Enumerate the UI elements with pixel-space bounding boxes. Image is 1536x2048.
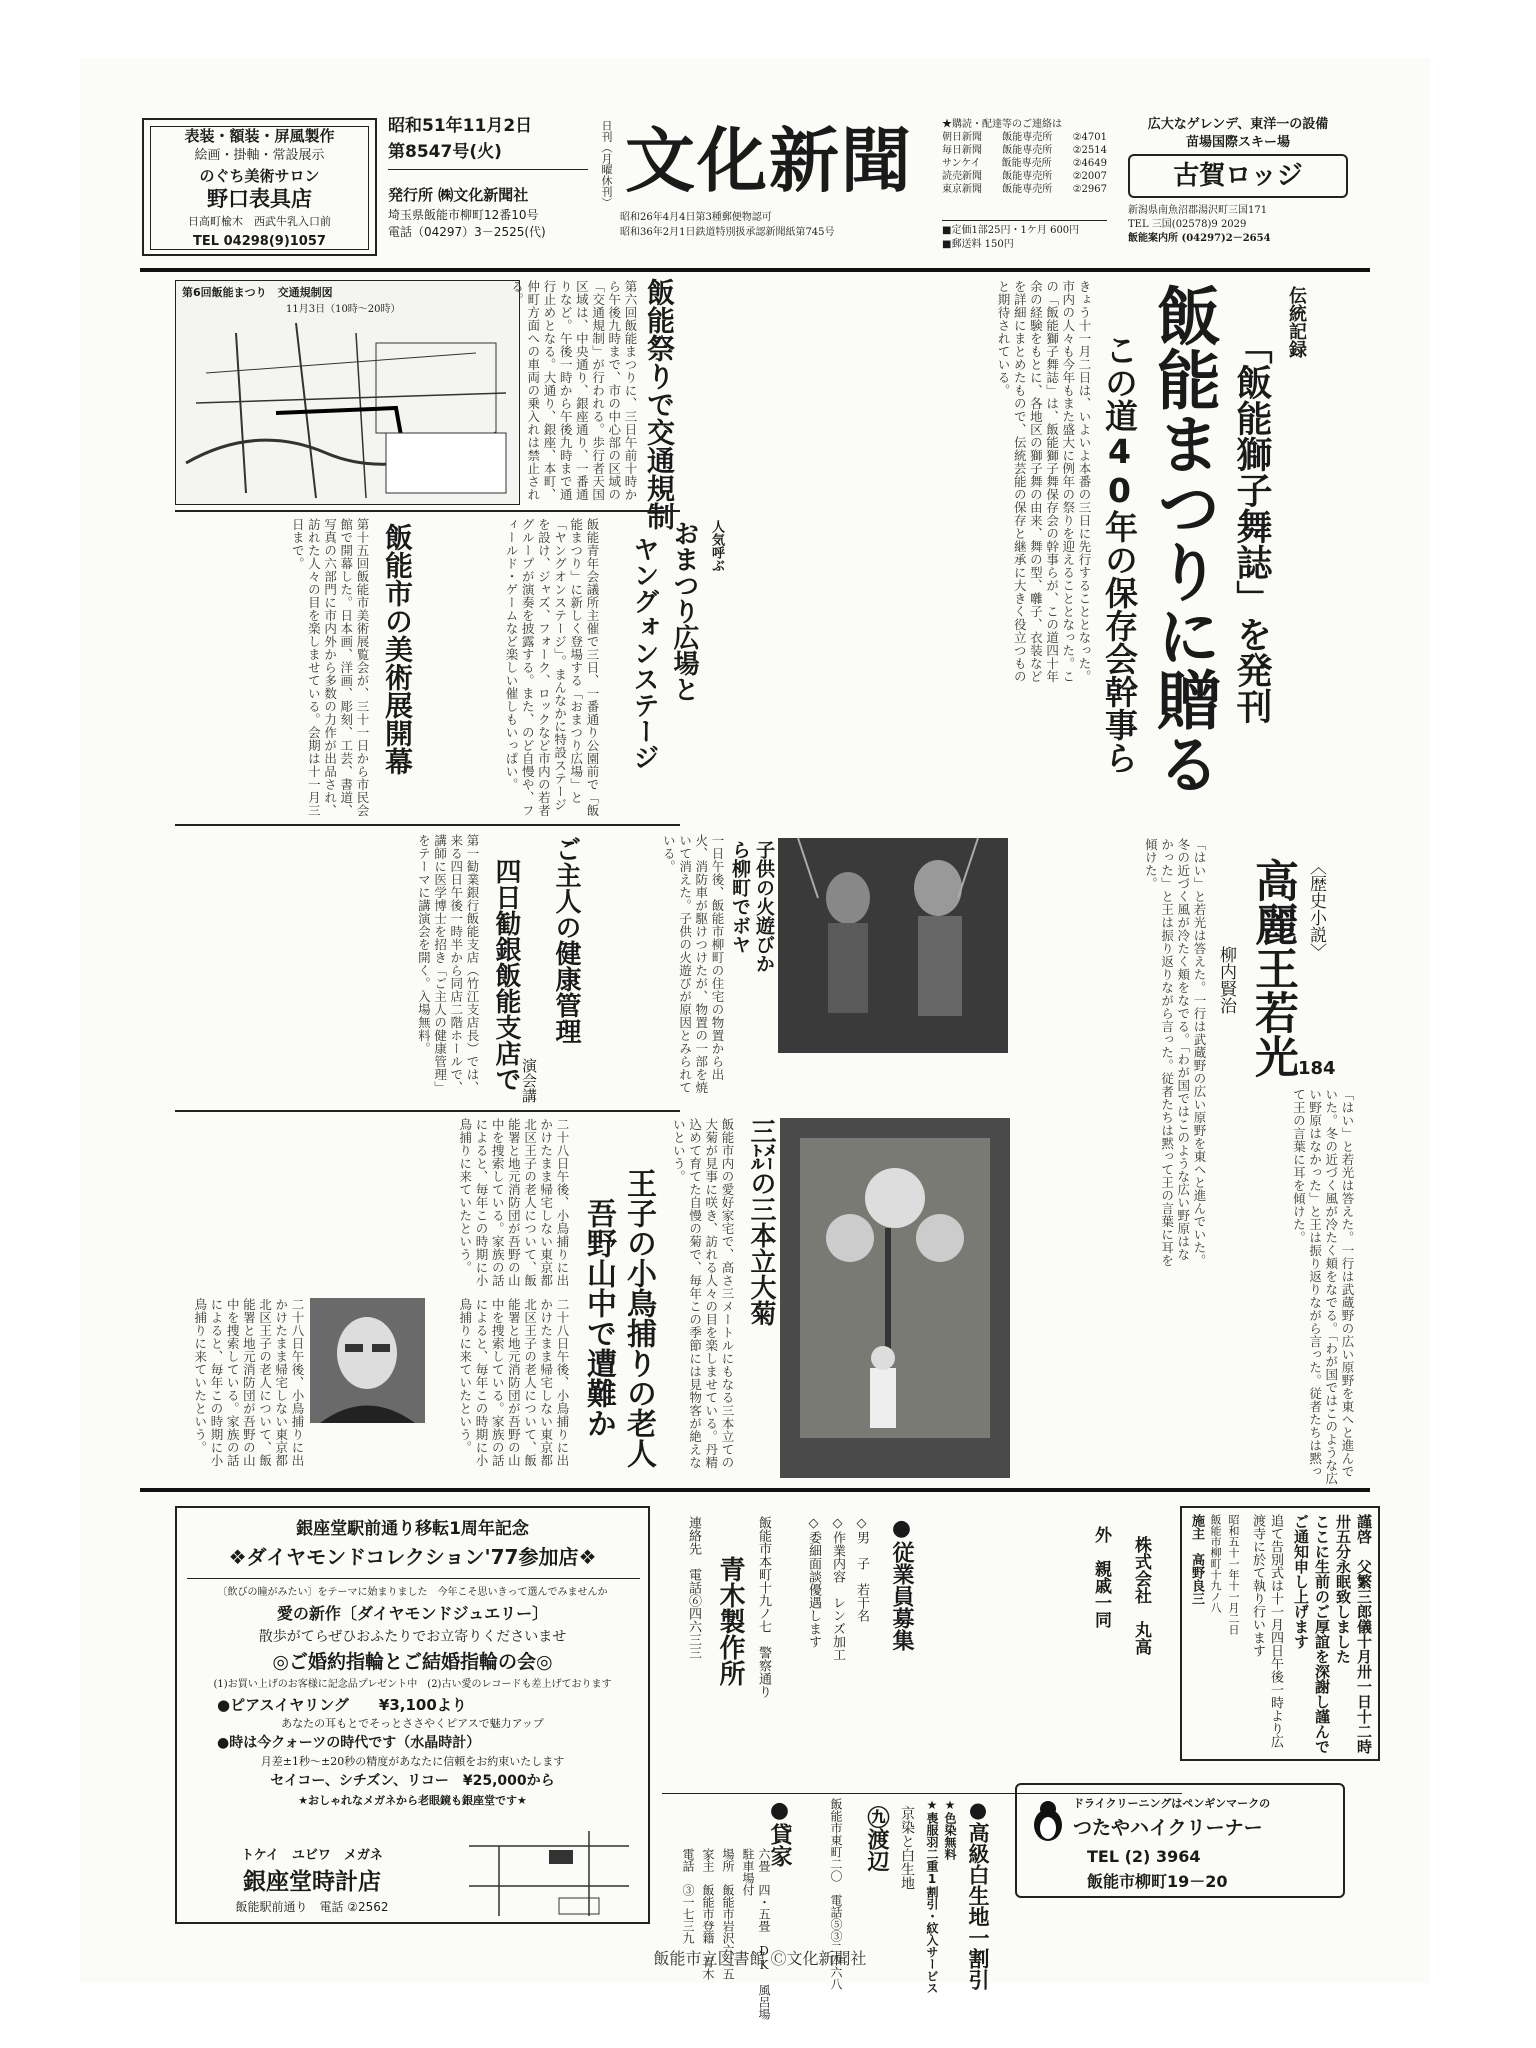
- lecture-title-1: ご主人の健康管理: [551, 836, 581, 1044]
- delivery-tel: ②2007: [1072, 171, 1107, 182]
- traffic-map-subtitle: 11月3日（10時～20時）: [286, 304, 401, 315]
- delivery-paper: 毎日新聞: [942, 145, 982, 156]
- ad-aoki-item1: ◇男 子 若干名: [854, 1516, 869, 1622]
- ad-rent-title: ●貸家: [767, 1798, 792, 1867]
- mum-title: 三㍍の三本立大菊: [746, 1118, 776, 1326]
- ad-ginzado-line13: ★おしゃれなメガネから老眼鏡も銀座堂です★: [298, 1794, 527, 1807]
- lost-body: 二十八日午後、小鳥捕りに出かけたまま帰宅しない東京都北区王子の老人について、飯能署と地元消防団が吾野の山中を捜索している。家族の話によると、毎年この時期に小鳥捕りに来ていたという。: [457, 1118, 570, 1287]
- ad-watanabe-addr: 飯能市東町二〇 電話⑤③二四六八: [829, 1798, 843, 1990]
- ad-koga-line4: 新潟県南魚沼郡湯沢町三国171: [1128, 205, 1268, 216]
- notice-company: 株式会社 丸高: [1131, 1536, 1151, 1655]
- serial-title: 高麗王若光: [1247, 858, 1298, 1078]
- delivery-row: [942, 170, 1107, 183]
- fire-title-2: ら柳町でボヤ: [729, 840, 751, 954]
- newspaper-page: [80, 58, 1430, 2032]
- ad-tsutaya-line2: つたやハイクリーナー: [1073, 1817, 1263, 1839]
- serial-body: 「はい」と若光は答えた。一行は武蔵野の広い原野を東へと進んでいた。冬の近づく風が冷たく頬をなでる。「わが国ではこのような広い野原はなかった」と王は振り返りながら言った。従者たちは黙って王の言葉に耳を傾けた。: [1143, 838, 1207, 1267]
- mum-body: 飯能市内の愛好家宅で、高さ三メートルにもなる三本立ての大菊が見事に咲き、訪れる人々の目を楽しませている。丹精込めて育てた自慢の菊で、毎年この季節には見物客が絶えないという。: [671, 1118, 735, 1469]
- penguin-icon: [1031, 1801, 1065, 1841]
- notice-body2: ここに生前のご厚誼を深謝し謹んでご通知申し上げます: [1292, 1514, 1331, 1754]
- ad-rent: [670, 1798, 795, 2032]
- ad-noguchi-line4: 野口表具店: [207, 187, 312, 211]
- chrysanthemum-photo: [780, 1118, 1010, 1478]
- lost-title-1: 王子の小鳥捕りの老人: [621, 1168, 656, 1468]
- ad-ginzado: [175, 1506, 650, 1924]
- ad-ginzado-line9: あなたの耳もとでそっとささやくピアスで魅力アップ: [281, 1717, 544, 1730]
- serial-number: 184: [1298, 1058, 1336, 1079]
- obituary-notice: [1180, 1506, 1380, 1761]
- young-stage-title-1: おまつり広場と: [669, 520, 699, 702]
- ad-ginzado-line4: 愛の新作〔ダイヤモンドジュエリー〕: [276, 1604, 549, 1623]
- traffic-map-graphic: [176, 313, 519, 503]
- traffic-map-title: 第6回飯能まつり 交通規制図: [182, 286, 333, 299]
- ad-aoki-tel: 連絡先 電話⑥四六三三: [686, 1516, 701, 1659]
- footer-credit: 飯能市立図書館 Ⓒ文化新聞社: [653, 1949, 867, 1968]
- ad-ginzado-line10: ●時は今クォーツの時代です（水晶時計）: [217, 1735, 481, 1751]
- publisher-address: 埼玉県飯能市柳町12番10号: [388, 208, 539, 222]
- lecture-title-3: 四日勧銀飯能支店で: [491, 858, 521, 1092]
- delivery-paper: 東京新聞: [942, 184, 982, 195]
- notice-chief: 施主 高野良三: [1189, 1514, 1204, 1605]
- notice-relatives: 外 親戚一同: [1091, 1526, 1111, 1628]
- delivery-office: 飯能専売所: [1002, 171, 1053, 182]
- serial-author: 柳内賢治: [1216, 946, 1236, 1014]
- permit-line2: 昭和36年2月1日鉄道特別扱承認新聞紙第745号: [620, 227, 835, 238]
- art-body: 第十五回飯能市美術展覧会が、三十一日から市民会館で開幕した。日本画、洋画、彫刻、工芸、書道、写真の六部門に市内外から多数の力作が出品され、訪れた人々の目を楽しませている。会期は十一月三日まで。: [290, 518, 370, 817]
- ad-noguchi-line6: TEL 04298(9)1057: [193, 234, 326, 249]
- price-line1: ■定価1部25円・1ケ月 600円: [942, 225, 1080, 236]
- ad-koga-line3: 古賀ロッジ: [1173, 161, 1303, 191]
- ad-aoki-title: ●従業員募集: [889, 1516, 914, 1651]
- lecture-title-2: 演会講: [520, 1058, 538, 1103]
- ad-noguchi: [142, 118, 377, 256]
- ad-ginzado-line15: 銀座堂時計店: [243, 1869, 381, 1895]
- ad-ginzado-line6: ◎ご婚約指輪とご結婚指輪の会◎: [272, 1651, 553, 1673]
- delivery-info: [942, 118, 1107, 263]
- ad-rent-line4: 電話 ③一七三九: [681, 1848, 695, 1944]
- ad-koga-line2: 苗場国際スキー場: [1185, 135, 1290, 150]
- delivery-row: [942, 157, 1107, 170]
- delivery-tel: ②2514: [1072, 145, 1107, 156]
- ad-ginzado-line14: トケイ ユビワ メガネ: [241, 1848, 383, 1863]
- lost-body-cont: 二十八日午後、小鳥捕りに出かけたまま帰宅しない東京都北区王子の老人について、飯能署と地元消防団が吾野の山中を捜索している。家族の話によると、毎年この時期に小鳥捕りに来ていたという。: [192, 1298, 305, 1467]
- delivery-tel: ②4701: [1072, 132, 1107, 143]
- portrait-photo: [310, 1298, 425, 1423]
- notice-addr: 飯能市柳町十九ノ八: [1209, 1514, 1222, 1613]
- serial-kicker: 〈歴史小説〉: [1306, 858, 1326, 960]
- ad-ginzado-map: [459, 1826, 639, 1918]
- ad-aoki-addr: 飯能市本町十九ノ七 警察通り: [756, 1516, 771, 1698]
- ad-ginzado-line1: 銀座堂駅前通り移転1周年記念: [296, 1519, 529, 1539]
- traffic-body: 第六回飯能まつりに、三日午前十時から午後九時まで、市の中心部の区域の「交通規制」が行われる。歩行者天国区域は、中央通り、銀座通り、一番通りなど。午後一時から午後九時まで通行止めとなる。大通り、銀座、本町、仲町方面への車両の乗入れは禁止される。: [509, 280, 638, 501]
- ad-ginzado-line5: 散歩がてらぜひおふたりでお立寄りくださいませ: [258, 1629, 567, 1645]
- lead-title-1: 「飯能獅子舞誌」を発刊: [1231, 328, 1272, 724]
- young-stage-body: 飯能青年会議所主催で三日、一番通り公園前で「飯能まつり」に新しく登場する「おまつり広場」と「ヤングオンステージ」。まんなかに特設ステージを設け、ジャズ、フォーク、ロックなど市内の若者グループが演奏を披露する。また、のど自慢や、フィールド・ゲームなど楽しい催しもいっぱい。: [503, 518, 600, 817]
- issue-date: 昭和51年11月2日: [388, 116, 533, 136]
- art-title: 飯能市の美術展開幕: [381, 523, 414, 775]
- ad-noguchi-line5: 日高町楡木 西武牛乳入口前: [188, 215, 331, 228]
- ad-noguchi-line2: 絵画・掛軸・常設展示: [194, 148, 325, 163]
- lost-title-2: 吾野山中で遭難か: [581, 1198, 616, 1438]
- ad-watanabe-sub1: ★色染無料: [943, 1798, 957, 1860]
- ad-aoki-company: 青木製作所: [715, 1556, 745, 1686]
- delivery-office: 飯能専売所: [1002, 184, 1053, 195]
- lead-kicker: 伝統記録: [1286, 286, 1307, 358]
- delivery-paper: 朝日新聞: [942, 132, 982, 143]
- delivery-row: [942, 144, 1107, 157]
- issue-number: 第8547号(火): [388, 142, 502, 162]
- lecture-body: 第一勧業銀行飯能支店（竹江支店長）では、来る四日午後一時半から同店二階ホールで、講師に医学博士を招き「ご主人の健康管理」をテーマに講演会を開く。入場無料。: [416, 834, 480, 1094]
- serial-body-lower: 「はい」と若光は答えた。一行は武蔵野の広い原野を東へと進んでいた。冬の近づく風が冷たく頬をなでる。「わが国ではこのような広い野原はなかった」と王は振り返りながら言った。従者たちは黙って王の言葉に耳を傾けた。: [1291, 1088, 1355, 1485]
- young-stage-kicker: 人気呼ぶ: [709, 520, 724, 572]
- notice-body1: 謹啓 父繁三郎儀十月卅一日十二時卅五分永眠致しました: [1334, 1514, 1373, 1754]
- delivery-row: [942, 183, 1107, 196]
- delivery-row: [942, 131, 1107, 144]
- ad-ginzado-line3: 〔飲びの瞳がみたい〕をテーマに始まりました 今年こそ思いきって選んでみませんか: [217, 1587, 608, 1598]
- fire-body: 一日午後、飯能市柳町の住宅の物置から出火、消防車が駆けつけたが、物置の一部を焼いて消えた。子供の火遊びが原因とみられている。: [661, 834, 725, 1094]
- ad-watanabe-shop1: 京染と白生地: [899, 1806, 915, 1890]
- delivery-office: 飯能専売所: [1002, 132, 1053, 143]
- lead-body: きょう十一月二日は、いよいよ本番の三日に先行することとなった。市内の人々も今年もまた盛大に例年の祭りを迎えることとなった。この「飯能獅子舞誌」は、飯能獅子舞保存会の幹事らが、この道四十年余の経験をもとに、各地区の獅子舞の由来、舞の型、囃子、衣装などを詳細にまとめたもので、伝統芸能の保存と継承に大きく役立つものと期待されている。: [995, 280, 1092, 683]
- ad-watanabe-shop2: ㊈渡辺: [864, 1806, 889, 1872]
- delivery-tel: ②2967: [1072, 184, 1107, 195]
- ad-rent-line1: 六畳 四・五畳 DK 風呂場 駐車場付: [741, 1848, 771, 2032]
- ad-ginzado-line2: ❖ダイヤモンドコレクション'77参加店❖: [228, 1545, 597, 1569]
- delivery-office: 飯能専売所: [1001, 158, 1052, 169]
- ad-ginzado-line16: 飯能駅前通り 電話 ②2562: [235, 1900, 389, 1914]
- publisher: 発行所 ㈱文化新聞社: [388, 186, 529, 204]
- ad-tsutaya-line1: ドライクリーニングはペンギンマークの: [1073, 1797, 1271, 1810]
- notice-date: 昭和五十一年十一月二日: [1227, 1514, 1240, 1635]
- permit-line1: 昭和26年4月4日第3種郵便物認可: [620, 212, 772, 223]
- ad-tsutaya-cleaner: [1015, 1783, 1345, 1898]
- ad-aoki-item2: ◇作業内容 レンズ加工: [830, 1516, 845, 1661]
- young-stage-title-2: ヤングォンステージ: [629, 536, 659, 770]
- masthead-logo: 文化新聞: [625, 119, 913, 202]
- lead-title-2: 飯能まつりに贈る: [1146, 283, 1221, 795]
- ad-aoki-recruit: [662, 1506, 930, 1788]
- delivery-paper: 読売新聞: [942, 171, 982, 182]
- ad-watanabe-title: ●高級白生地一割引: [966, 1798, 990, 1990]
- festival-photo: [778, 838, 1008, 1053]
- ad-ginzado-line7: (1)お買い上げのお客様に記念品プレゼント中 (2)古い愛のレコードも差上げております: [213, 1679, 612, 1690]
- ad-ginzado-line11: 月差±1秒～±20秒の精度があなたに信頼をお約束いたします: [260, 1755, 565, 1768]
- lost-body-cont2: 二十八日午後、小鳥捕りに出かけたまま帰宅しない東京都北区王子の老人について、飯能署と地元消防団が吾野の山中を捜索している。家族の話によると、毎年この時期に小鳥捕りに来ていたという。: [457, 1298, 570, 1467]
- delivery-title: ★購読・配達等のご連絡は: [942, 119, 1062, 130]
- ad-noguchi-line1: 表装・額装・屏風製作: [184, 127, 335, 145]
- price-line2: ■郵送料 150円: [942, 239, 1014, 250]
- delivery-office: 飯能専売所: [1002, 145, 1053, 156]
- ad-watanabe: [800, 1798, 995, 2028]
- fire-title-1: 子供の火遊びか: [753, 840, 775, 973]
- ad-rent-line3: 家主 飯能市登籍 青木: [701, 1848, 715, 1980]
- publisher-phone: 電話（04297）3－2525(代): [388, 225, 546, 239]
- ad-rent-line2: 場所 飯能市岩沢六二五: [721, 1848, 735, 1980]
- notice-extra: [1010, 1506, 1175, 1761]
- delivery-tel: ②4649: [1072, 158, 1107, 169]
- ad-koga-lodge: [1118, 116, 1358, 261]
- traffic-map: [175, 280, 520, 505]
- ad-ginzado-line8: ●ピアスイヤリング ¥3,100より: [217, 1696, 467, 1714]
- ad-tsutaya-line3: TEL (2) 3964: [1087, 1847, 1201, 1866]
- ad-noguchi-line3: のぐち美術サロン: [199, 167, 320, 185]
- ad-watanabe-sub2: ★喪服羽二重1割引・紋入サービス: [925, 1798, 939, 1994]
- issue-info: [388, 113, 588, 263]
- notice-body3: 追て告別式は十一月四日午後一時より広渡寺に於て執り行います: [1250, 1514, 1283, 1748]
- daily-label: 日刊（月曜休刊）: [600, 120, 613, 208]
- ad-aoki-item3: ◇委細面談優遇します: [806, 1516, 821, 1648]
- ad-koga-line6: 飯能案内所 (04297)2－2654: [1128, 233, 1271, 244]
- ad-koga-line5: TEL 三国(02578)9 2029: [1128, 219, 1247, 230]
- ad-ginzado-line12: セイコー、シチズン、リコー ¥25,000から: [270, 1773, 555, 1789]
- ad-koga-line1: 広大なゲレンデ、東洋一の設備: [1147, 117, 1329, 132]
- ad-tsutaya-line4: 飯能市柳町19－20: [1087, 1872, 1228, 1891]
- traffic-title: 飯能祭りで交通規制: [643, 278, 676, 530]
- delivery-paper: サンケイ: [942, 158, 981, 169]
- lead-title-3: この道40年の保存会幹事ら: [1100, 333, 1139, 774]
